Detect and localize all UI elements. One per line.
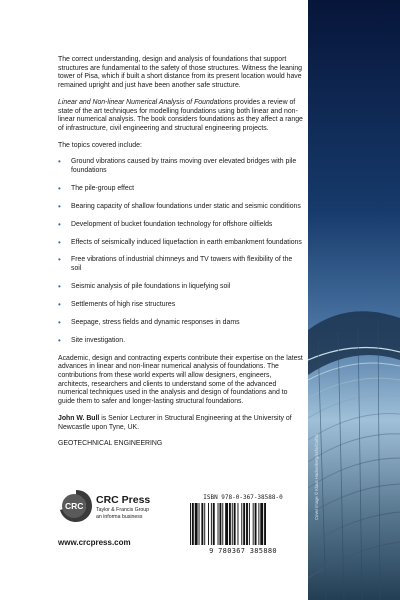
isbn-barcode-block	[184, 494, 302, 556]
bullet-icon: •	[58, 255, 61, 265]
bullet-icon: •	[58, 219, 61, 229]
topic-item: • Effects of seismically induced liquefaction in earth embankment foundations	[58, 237, 302, 247]
topic-item: • The pile-group effect	[58, 183, 135, 193]
author-bio: is Senior Lecturer in Structural Engineering at the University of Newcastle upon Tyne, UK.	[58, 414, 292, 431]
bullet-icon: •	[58, 282, 61, 292]
publisher-name: CRC Press	[96, 494, 151, 506]
photo-credit: Cover image © Klaus Hackenberg/zefa/Corbis	[314, 434, 319, 520]
bullet-icon: •	[58, 335, 61, 345]
isbn-label: ISBN 978-0-367-38588-0	[203, 494, 283, 501]
logo-letters: CRC	[65, 501, 84, 511]
barcode-icon	[188, 503, 298, 547]
topic-item: • Development of bucket foundation technology for offshore oilfields	[58, 219, 273, 229]
topic-item: • Seepage, stress fields and dynamic responses in dams	[58, 317, 240, 327]
blurb-column	[58, 56, 304, 457]
author-name: John W. Bull	[58, 414, 100, 422]
topic-item: • Seismic analysis of pile foundations in liquefying soil	[58, 282, 231, 292]
publisher-group: Taylor & Francis Group	[96, 507, 150, 513]
topics-list	[58, 158, 304, 345]
bullet-icon: •	[58, 157, 61, 167]
book-title: Linear and Non-linear Numerical Analysis of Foundations	[58, 98, 233, 106]
bullet-icon: •	[58, 317, 61, 327]
publisher-logo	[58, 488, 178, 532]
contributors-paragraph: Academic, design and contracting experts contribute their expertise on the latest advances in linear and non-linear numerical analysis of foundations. The contributions from these world experts will allow designers, engineers, architects, researchers and clients to understand some of the advanced numerical techniques used in the analysis and design of foundations and to guide them to safer and longer-lasting structural foundations.	[58, 354, 303, 406]
bullet-icon: •	[58, 183, 61, 193]
bullet-icon: •	[58, 299, 61, 309]
topic-item: • Ground vibrations caused by trains moving over elevated bridges with pile foundations	[58, 157, 297, 175]
publisher-url[interactable]: www.crcpress.com	[58, 538, 131, 547]
bridge-structure-image	[308, 0, 400, 600]
barcode-number: 9 780367 385880	[209, 547, 277, 555]
bullet-icon: •	[58, 237, 61, 247]
topic-item: • Site investigation.	[58, 335, 126, 345]
topic-item: • Settlements of high rise structures	[58, 299, 176, 309]
topics-heading: The topics covered include:	[58, 141, 142, 149]
book-description: provides a review of state of the art techniques for modelling foundations using both linear and non-linear numerical analysis. The book considers foundations as they affect a range of infrastructure, civil engineering and structural engineering projects.	[58, 98, 303, 132]
subject-category: GEOTECHNICAL ENGINEERING	[58, 440, 163, 448]
bullet-icon: •	[58, 201, 61, 211]
author-paragraph	[58, 415, 304, 432]
intro-paragraph: The correct understanding, design and analysis of foundations that support structures are fundamental to the safety of those structures. Witness the leaning tower of Pisa, which if built a short distance from its present location would have remained upright and just have been another safe structure.	[58, 56, 302, 90]
description-paragraph	[58, 99, 304, 134]
cover-photo	[308, 0, 400, 600]
publisher-business: an informa business	[96, 514, 143, 520]
topic-item: • Free vibrations of industrial chimneys and TV towers with flexibility of the soil	[58, 255, 293, 273]
topic-item: • Bearing capacity of shallow foundations under static and seismic conditions	[58, 201, 301, 211]
